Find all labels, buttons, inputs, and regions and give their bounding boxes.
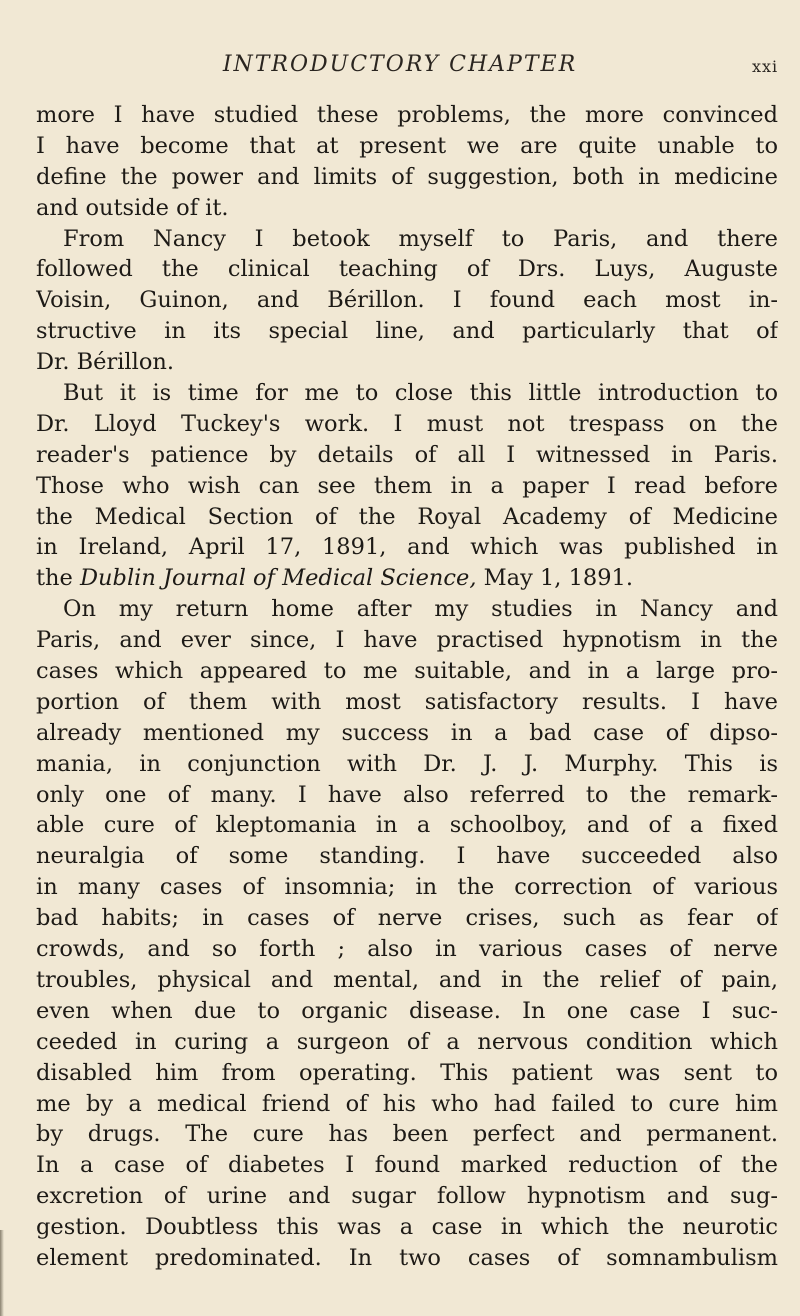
text-line: Dr. Lloyd Tuckey's work. I must not trespass on the [36, 410, 778, 437]
text-line: neuralgia of some standing. I have succeeded also [36, 843, 778, 870]
text-line: Voisin, Guinon, and Bérillon. I found each most in- [36, 287, 778, 314]
text-line: the Dublin Journal of Medical Science, May 1, 1891. [36, 565, 633, 592]
page-edge-shadow [0, 1230, 4, 1316]
text-line: Those who wish can see them in a paper I read before [36, 472, 778, 499]
text-line: already mentioned my success in a bad case of dipso- [36, 719, 778, 746]
text-line: element predominated. In two cases of somnambulism [36, 1244, 778, 1271]
text-line: portion of them with most satisfactory results. I have [36, 688, 778, 715]
text-line: the Medical Section of the Royal Academy of Medicine [36, 503, 778, 530]
text-line: define the power and limits of suggestion, both in medicine [36, 163, 778, 190]
text-line: bad habits; in cases of nerve crises, such as fear of [36, 905, 778, 932]
text-line: structive in its special line, and particularly that of [36, 318, 778, 345]
text-line: by drugs. The cure has been perfect and permanent. [36, 1121, 778, 1148]
text-line: Paris, and ever since, I have practised hypnotism in the [36, 627, 778, 654]
text-line: excretion of urine and sugar follow hypnotism and sug- [36, 1183, 778, 1210]
paragraph-start-line: From Nancy I betook myself to Paris, and there [63, 225, 778, 252]
text-line: me by a medical friend of his who had failed to cure him [36, 1090, 778, 1117]
paragraph-start-line: On my return home after my studies in Nancy and [63, 596, 778, 623]
text-line: able cure of kleptomania in a schoolboy, and of a fixed [36, 812, 778, 839]
text-line: cases which appeared to me suitable, and in a large pro- [36, 658, 778, 685]
text-line: disabled him from operating. This patient was sent to [36, 1059, 778, 1086]
text-line: reader's patience by details of all I witnessed in Paris. [36, 441, 778, 468]
text-line: in many cases of insomnia; in the correction of various [36, 874, 778, 901]
journal-title: Dublin Journal of Medical Science, [80, 565, 477, 592]
text-line: I have become that at present we are quite unable to [36, 132, 778, 159]
text-line: more I have studied these problems, the more convinced [36, 102, 778, 128]
text-line: ceeded in curing a surgeon of a nervous condition which [36, 1028, 778, 1055]
page-number: xxi [752, 57, 779, 76]
text-line: crowds, and so forth ; also in various cases of nerve [36, 936, 778, 963]
text-line: only one of many. I have also referred to the remark- [36, 781, 778, 808]
text-line: In a case of diabetes I found marked reduction of the [36, 1152, 778, 1179]
text-line: even when due to organic disease. In one case I suc- [36, 997, 778, 1024]
text-line: mania, in conjunction with Dr. J. J. Murphy. This is [36, 750, 778, 777]
text-line: followed the clinical teaching of Drs. Luys, Auguste [36, 256, 778, 283]
text-line: and outside of it. [36, 194, 229, 221]
paragraph-start-line: But it is time for me to close this little introduction to [63, 380, 778, 407]
text-line: troubles, physical and mental, and in the relief of pain, [36, 966, 778, 993]
running-title: INTRODUCTORY CHAPTER [222, 52, 578, 77]
body-text [36, 100, 778, 1274]
text-line: gestion. Doubtless this was a case in which the neurotic [36, 1214, 778, 1241]
text-line: Dr. Bérillon. [36, 349, 175, 376]
text-line: in Ireland, April 17, 1891, and which was published in [36, 534, 778, 561]
